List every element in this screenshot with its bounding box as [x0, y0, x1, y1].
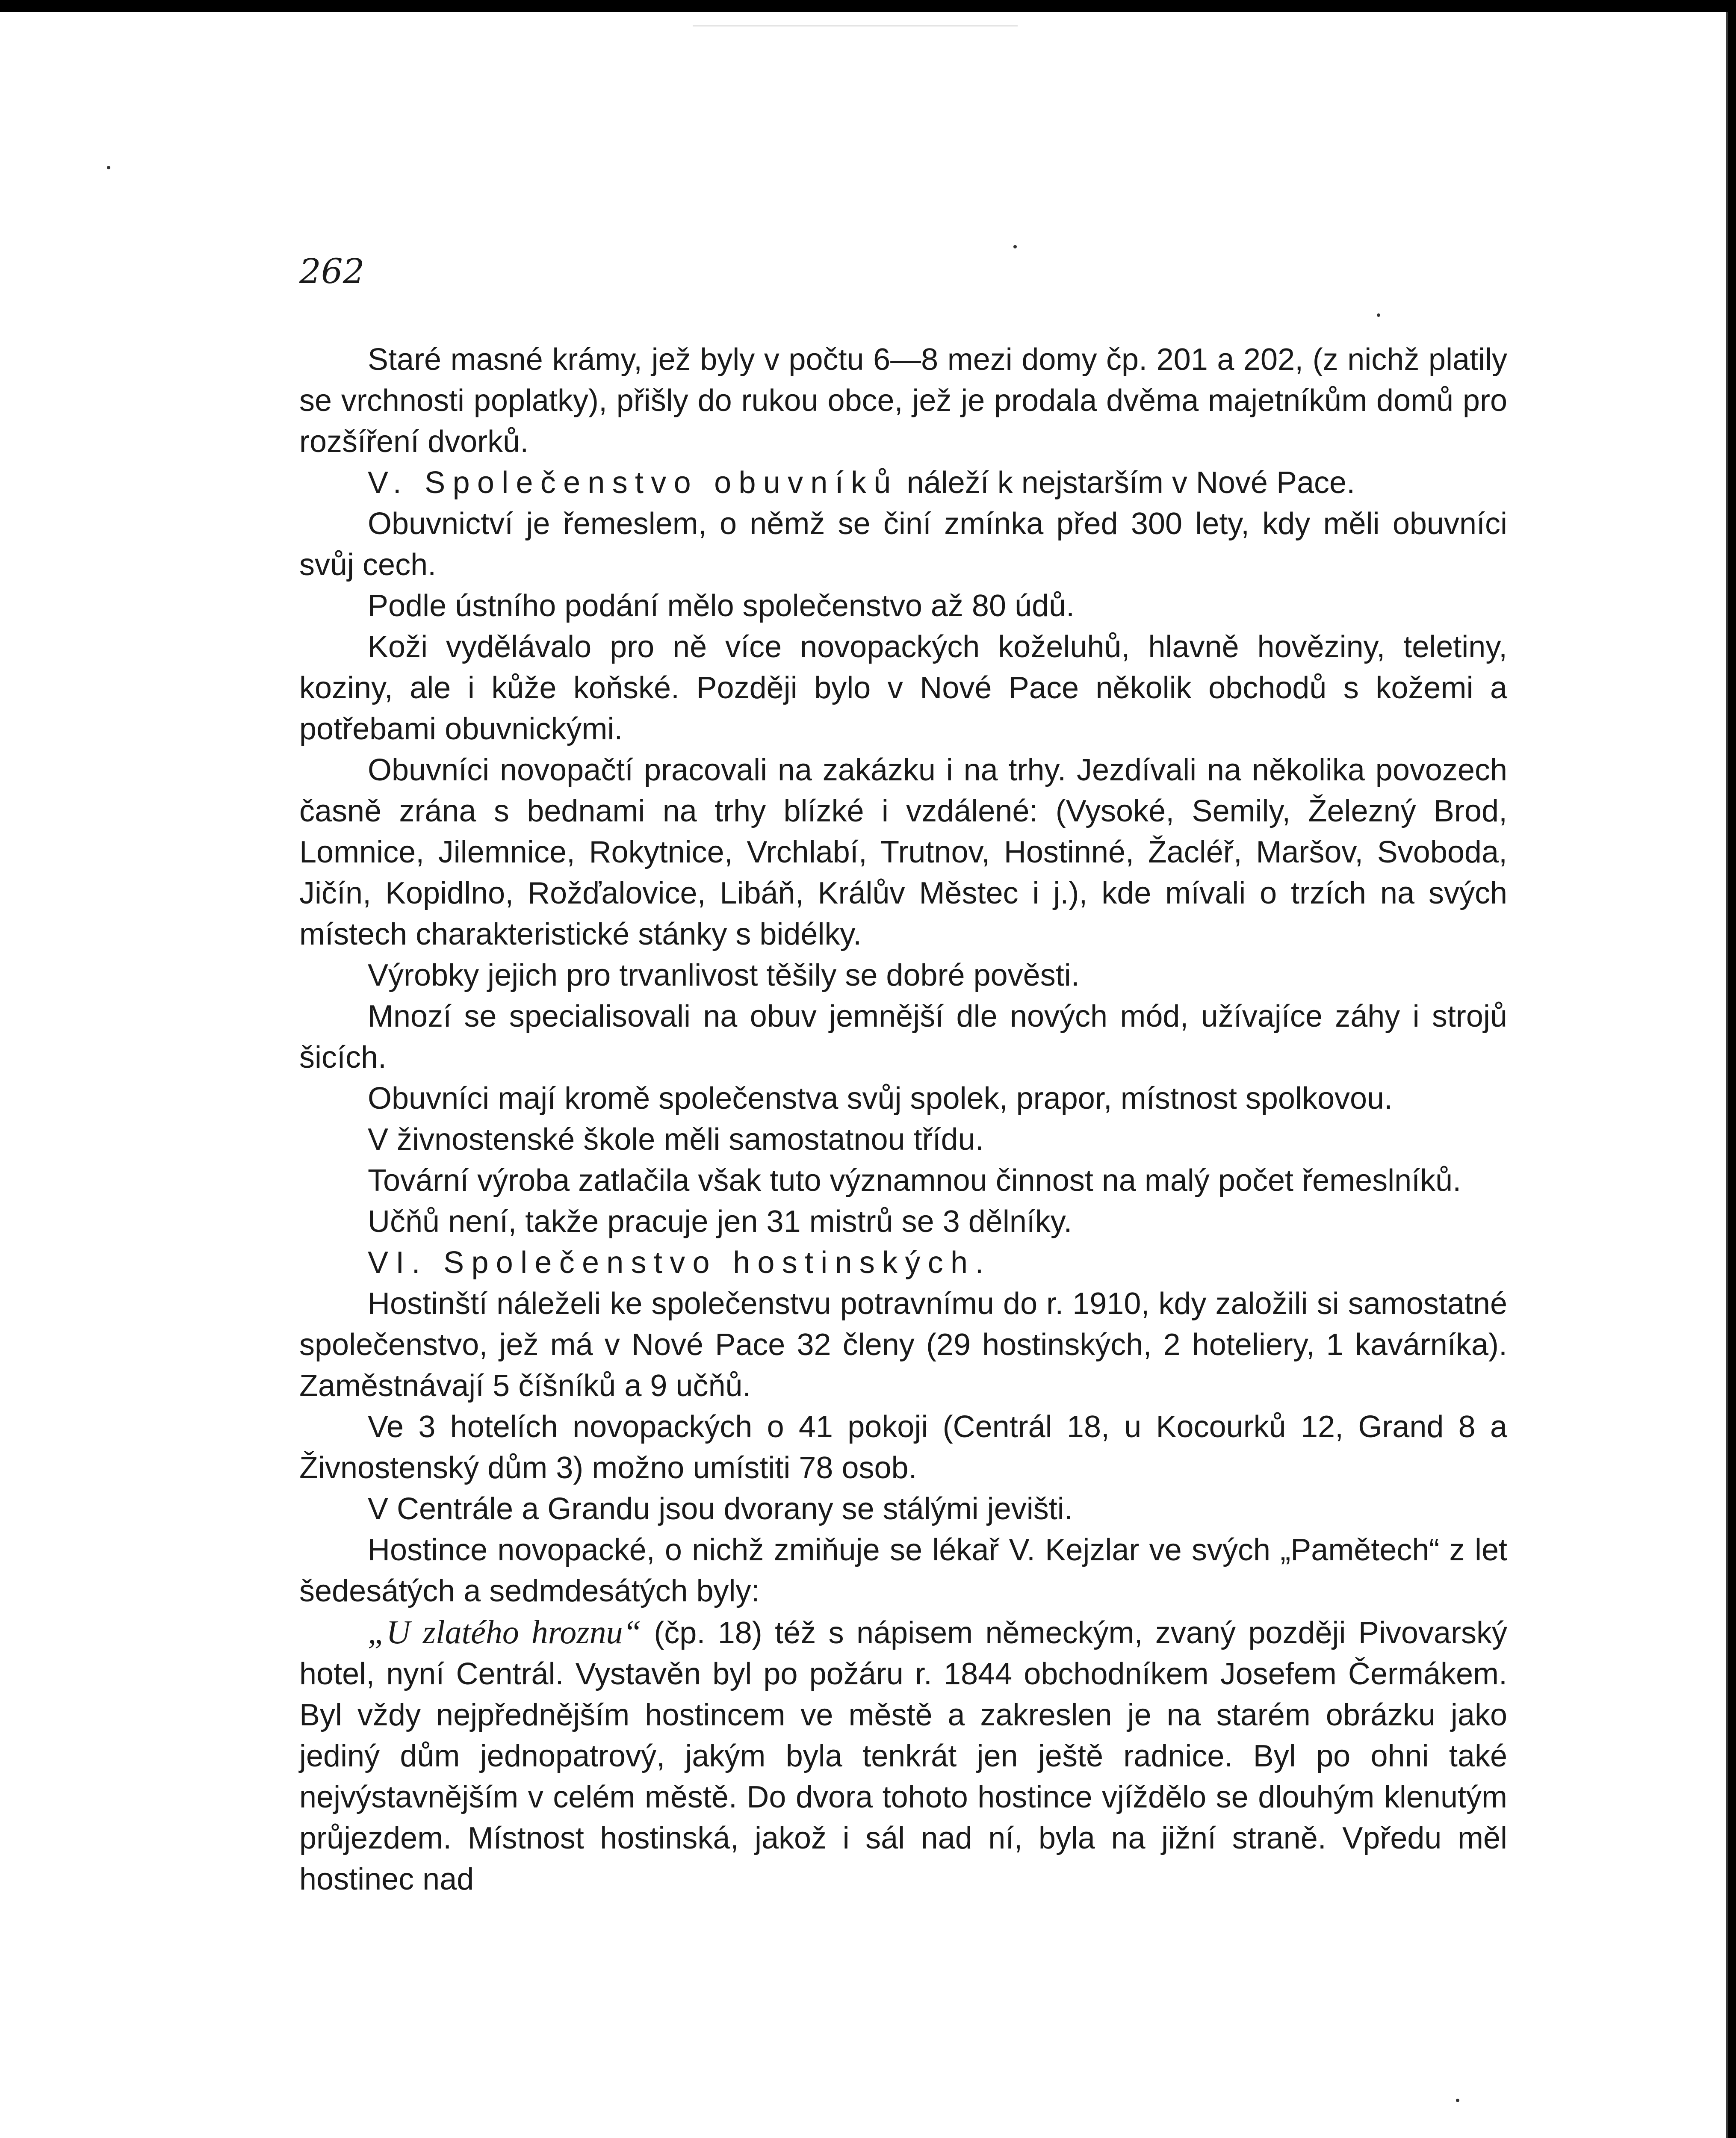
text-segment: (čp. 18) též s nápisem německým, zvaný později Pivovarský hotel, nyní Centrál. Vystavěn byl po požáru r. 1844 obchodníkem Josefem Čermákem. Byl vždy nejpřednějším hostincem ve městě a zakreslen je na starém obrázku jako jediný dům jednopatrový, jakým byla tenkrát jen ještě radnice. Byl po ohni také nejvýstavnějším v celém městě. Do dvora tohoto hostince vjíždělo se dlouhým klenutým průjezdem. Místnost hostinská, jakož i sál nad ní, byla na jižní straně. Vpředu měl hostinec nad — [299, 1616, 1507, 1896]
text-segment: Výrobky jejich pro trvanlivost těšily se dobré pověsti. — [368, 958, 1080, 992]
paragraph — [299, 503, 1507, 585]
paragraph — [299, 1119, 1507, 1160]
text-segment: Mnozí se specialisovali na obuv jemnější dle nových mód, užívajíce záhy i strojů šicích. — [299, 999, 1507, 1075]
page-number: 262 — [299, 251, 365, 291]
text-segment: V Centrále a Grandu jsou dvorany se stálými jevišti. — [368, 1492, 1073, 1526]
inn-name: „U zlatého hroznu“ — [368, 1613, 641, 1651]
text-segment: Ve 3 hotelích novopackých o 41 pokoji (Centrál 18, u Kocourků 12, Grand 8 a Živnostenský dům 3) možno umístiti 78 osob. — [299, 1410, 1507, 1485]
paragraph — [299, 996, 1507, 1078]
paragraph — [299, 1530, 1507, 1612]
text-segment: V živnostenské škole měli samostatnou třídu. — [368, 1122, 984, 1157]
section-heading: V. Společenstvo obuvníků — [368, 466, 898, 500]
paragraph — [299, 750, 1507, 955]
text-segment: Obuvníci novopačtí pracovali na zakázku i na trhy. Jezdívali na několika povozech časně zrána s bednami na trhy blízké i vzdálené: (Vysoké, Semily, Železný Brod, Lomnice, Jilemnice, Rokytnice, Vrchlabí, Trutnov, Hostinné, Žacléř, Maršov, Svoboda, Jičín, Kopidlno, Rožďalovice, Libáň, Králův Městec i j.), kde mívali o trzích na svých místech charakteristické stánky s bidélky. — [299, 753, 1507, 951]
text-segment: Učňů není, takže pracuje jen 31 mistrů se 3 dělníky. — [368, 1205, 1072, 1239]
text-segment: Staré masné krámy, jež byly v počtu 6—8 mezi domy čp. 201 a 202, (z nichž platily se vrchnosti poplatky), přišly do rukou obce, jež je prodala dvěma majetníkům domů pro rozšíření dvorků. — [299, 343, 1507, 459]
text-segment: Obuvnictví je řemeslem, o němž se činí zmínka před 300 lety, kdy měli obuvníci svůj cech. — [299, 507, 1507, 582]
text-segment: Hostinští náleželi ke společenstvu potravnímu do r. 1910, kdy založili si samostatné společenstvo, jež má v Nové Pace 32 členy (29 hostinských, 2 hoteliery, 1 kavárníka). Zaměstnávají 5 číšníků a 9 učňů. — [299, 1287, 1507, 1403]
paragraph — [299, 1160, 1507, 1201]
paragraph — [299, 1406, 1507, 1488]
text-segment: Obuvníci mají kromě společenstva svůj spolek, prapor, místnost spolkovou. — [368, 1081, 1393, 1116]
paragraph — [299, 1242, 1507, 1283]
text-segment: náleží k nejstarším v Nové Pace. — [898, 466, 1355, 500]
text-segment: Podle ústního podání mělo společenstvo až 80 údů. — [368, 589, 1075, 623]
paragraph — [299, 339, 1507, 462]
paragraph — [299, 1283, 1507, 1406]
section-heading: VI. Společenstvo hostinských. — [368, 1246, 991, 1280]
paragraph — [299, 955, 1507, 996]
paper-speck — [1456, 2099, 1459, 2102]
text-segment: Koži vydělávalo pro ně více novopackých koželuhů, hlavně hověziny, teletiny, koziny, ale i kůže koňské. Později bylo v Nové Pace několik obchodů s kožemi a potřebami obuvnickými. — [299, 630, 1507, 746]
paragraph — [299, 1612, 1507, 1900]
paper-speck — [107, 166, 110, 169]
text-segment: Hostince novopacké, o nichž zmiňuje se lékař V. Kejzlar ve svých „Pamětech“ z let šedesátých a sedmdesátých byly: — [299, 1533, 1507, 1608]
body-text — [299, 339, 1507, 1900]
paper-speck — [1377, 313, 1380, 317]
paragraph — [299, 1488, 1507, 1530]
paper-speck — [1013, 245, 1017, 248]
paragraph — [299, 1078, 1507, 1119]
paragraph — [299, 585, 1507, 626]
page-bleed-through — [693, 25, 1018, 86]
paragraph — [299, 462, 1507, 503]
text-segment: Tovární výroba zatlačila však tuto významnou činnost na malý počet řemeslníků. — [368, 1163, 1461, 1198]
paragraph — [299, 626, 1507, 750]
paragraph — [299, 1201, 1507, 1242]
book-page — [0, 12, 1728, 2138]
